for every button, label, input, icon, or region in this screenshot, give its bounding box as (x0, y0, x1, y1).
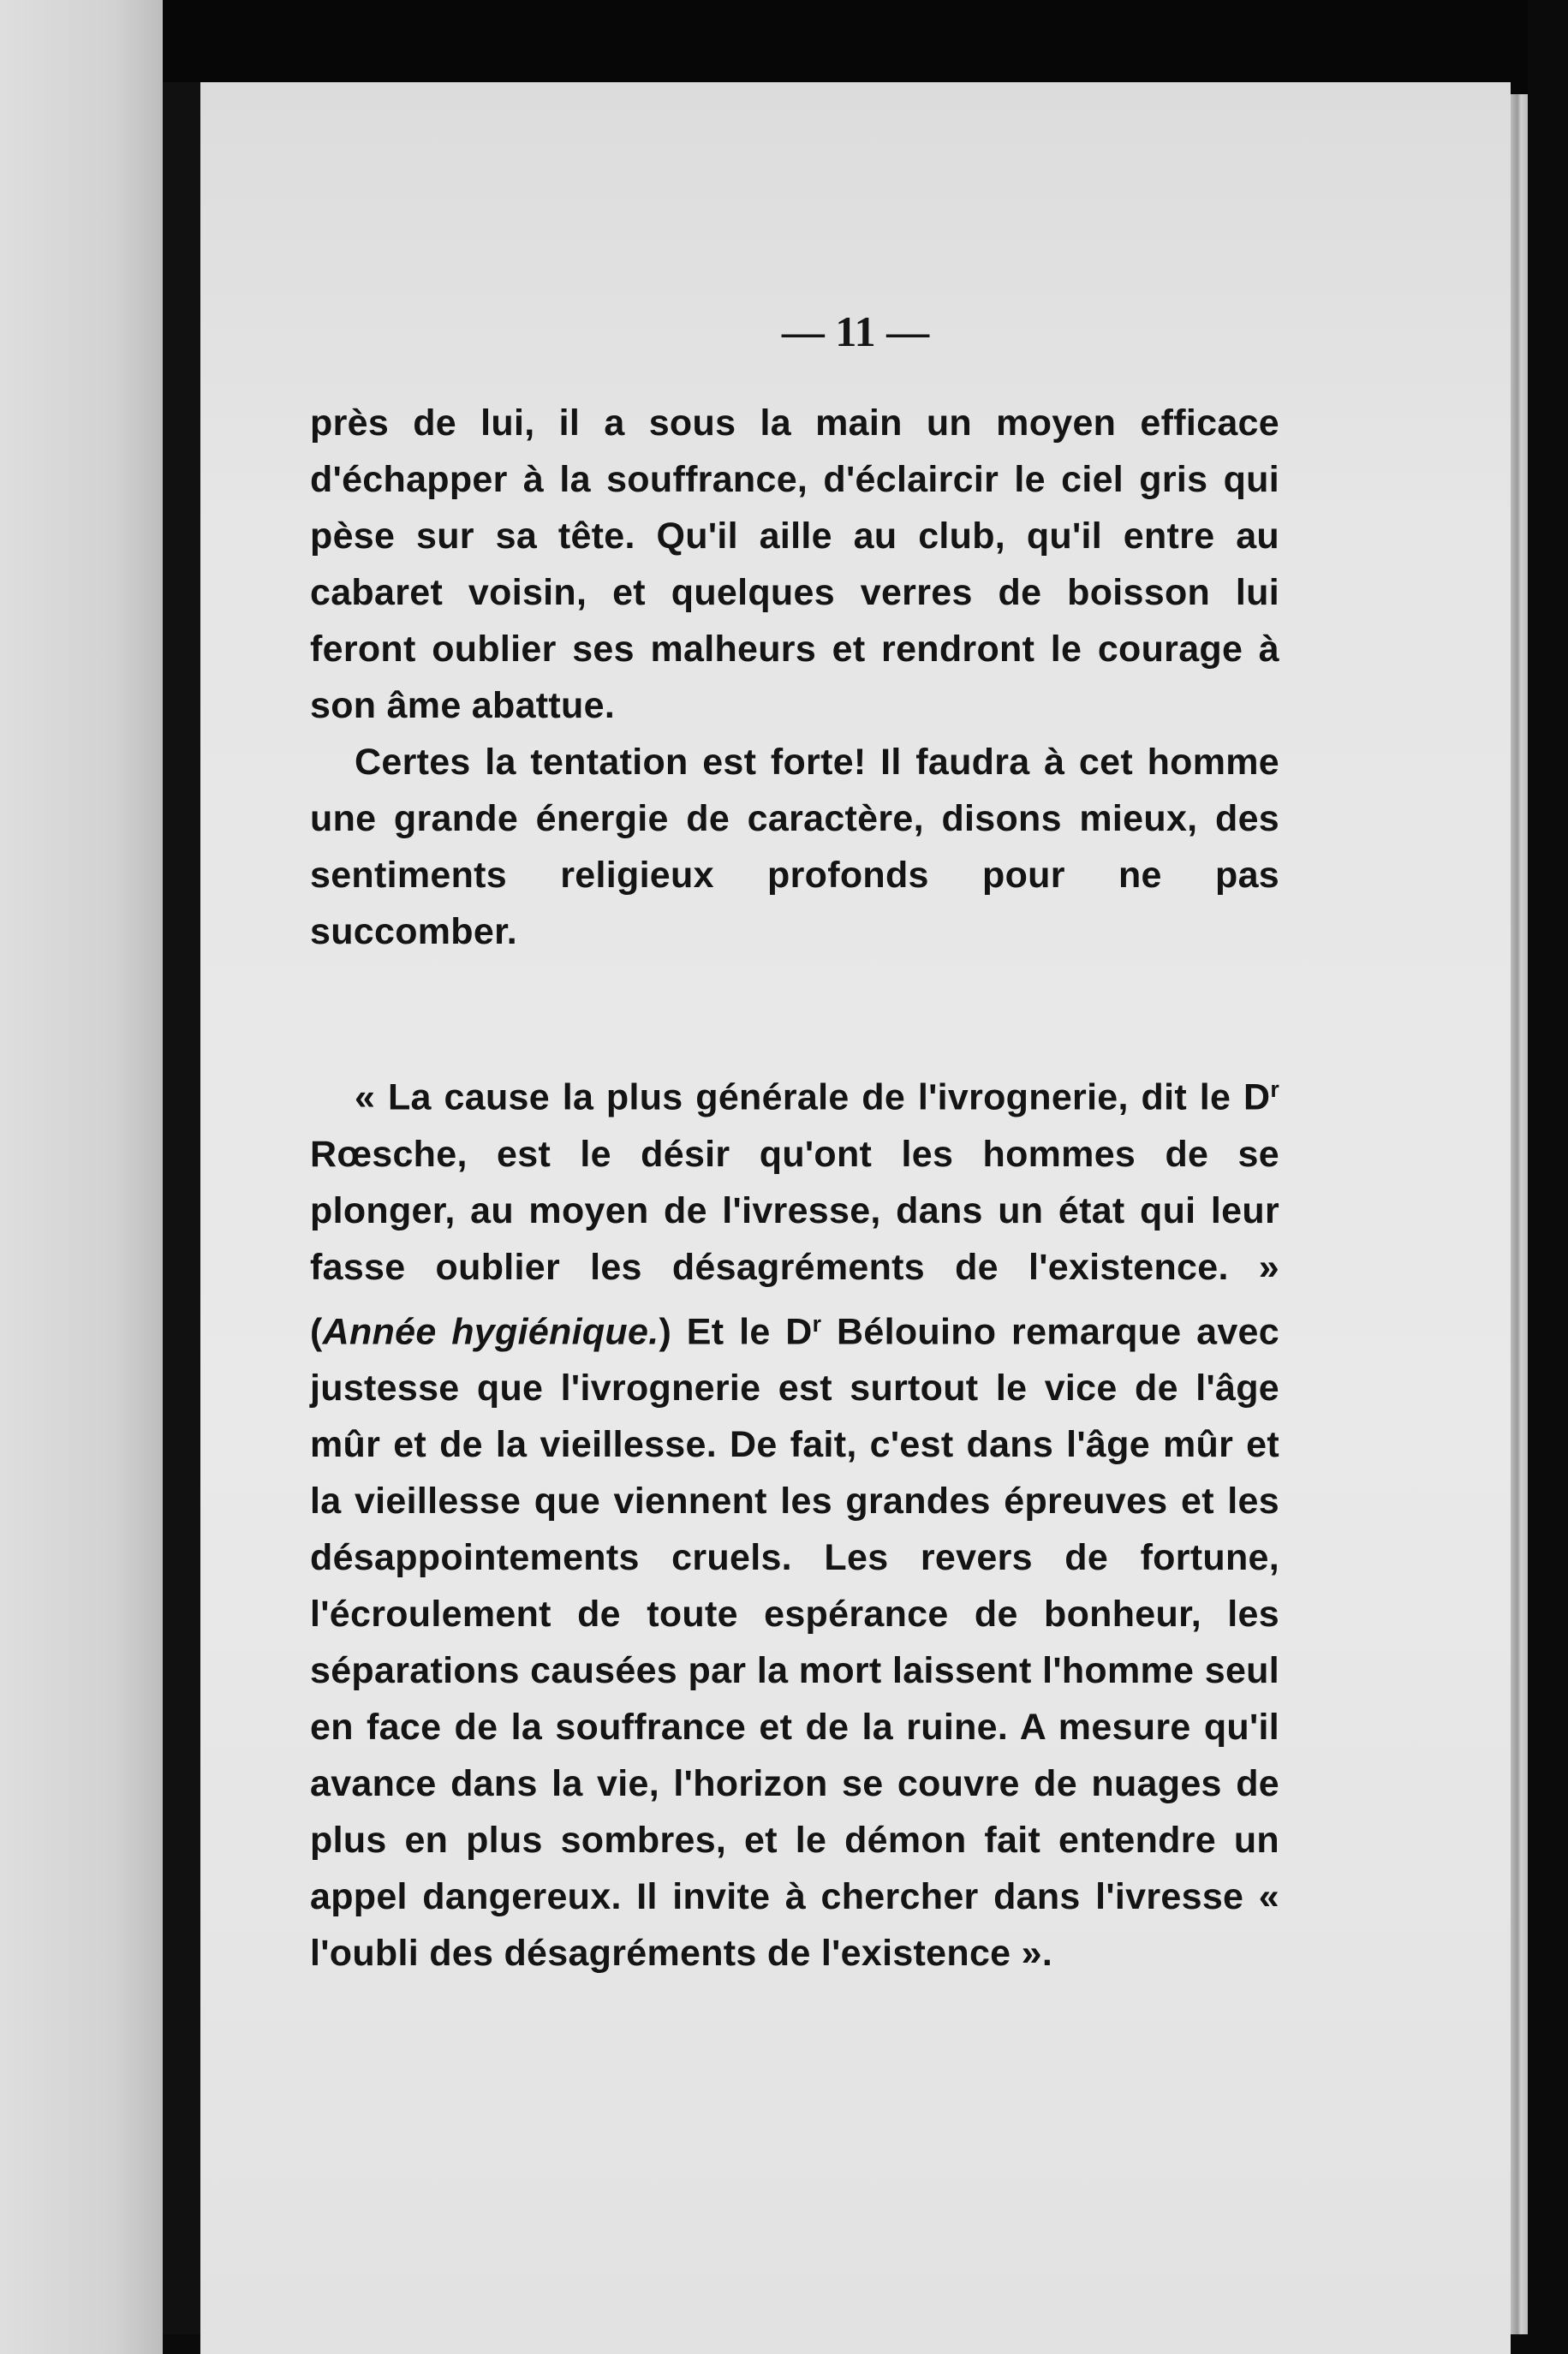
page-body (310, 395, 1279, 1982)
page-edge (1511, 94, 1528, 2354)
superscript-r: r (812, 1310, 822, 1337)
paragraph-2: Certes la tentation est forte! Il faudra à cet homme une grande énergie de caractère, disons mieux, des sentiments religieux profonds pour ne pas succomber. (310, 742, 1279, 952)
text-run: Bélouino remarque avec justesse que l'ivrognerie est surtout le vice de l'âge mûr et de la vieillesse. De fait, c'est dans l'âge mûr et la vieillesse que viennent les grandes épreuves et les désappointements cruels. Les revers de fortune, l'écroulement de toute espérance de bonheur, les séparations causées par la mort laissent l'homme seul en face de la souffrance et de la ruine. A mesure qu'il avance dans la vie, l'horizon se couvre de nuages de plus en plus sombres, et le démon fait entendre un appel dangereux. Il invite à chercher dans l'ivresse « l'oubli des désagréments de l'existence ». (310, 1311, 1279, 1975)
page-number: — 11 — (781, 307, 930, 355)
text-run: Rœsche, est le désir qu'ont les hommes de se plonger, au moyen de l'ivresse, dans un état qui leur fasse oublier les désagréments de l'existence. » ( (310, 1133, 1279, 1353)
book-spine-shadow (163, 82, 200, 2354)
text-run: ) Et le D (659, 1311, 813, 1353)
scan-left-margin (0, 0, 163, 2354)
scan-right-margin (1528, 0, 1568, 2354)
paragraph-3 (310, 1061, 1279, 1982)
italic-title: Année hygiénique. (322, 1311, 659, 1353)
section-gap (310, 960, 1279, 1061)
paragraph-1: près de lui, il a sous la main un moyen efficace d'échapper à la souffrance, d'éclaircir le ciel gris qui pèse sur sa tête. Qu'il aille au club, qu'il entre au cabaret voisin, et quelques verres de boisson lui feront oublier ses malheurs et rendront le courage à son âme abattue. (310, 402, 1279, 726)
superscript-r: r (1270, 1076, 1279, 1102)
text-run: « La cause la plus générale de l'ivrognerie, dit le D (355, 1076, 1271, 1118)
book-page (200, 82, 1511, 2354)
